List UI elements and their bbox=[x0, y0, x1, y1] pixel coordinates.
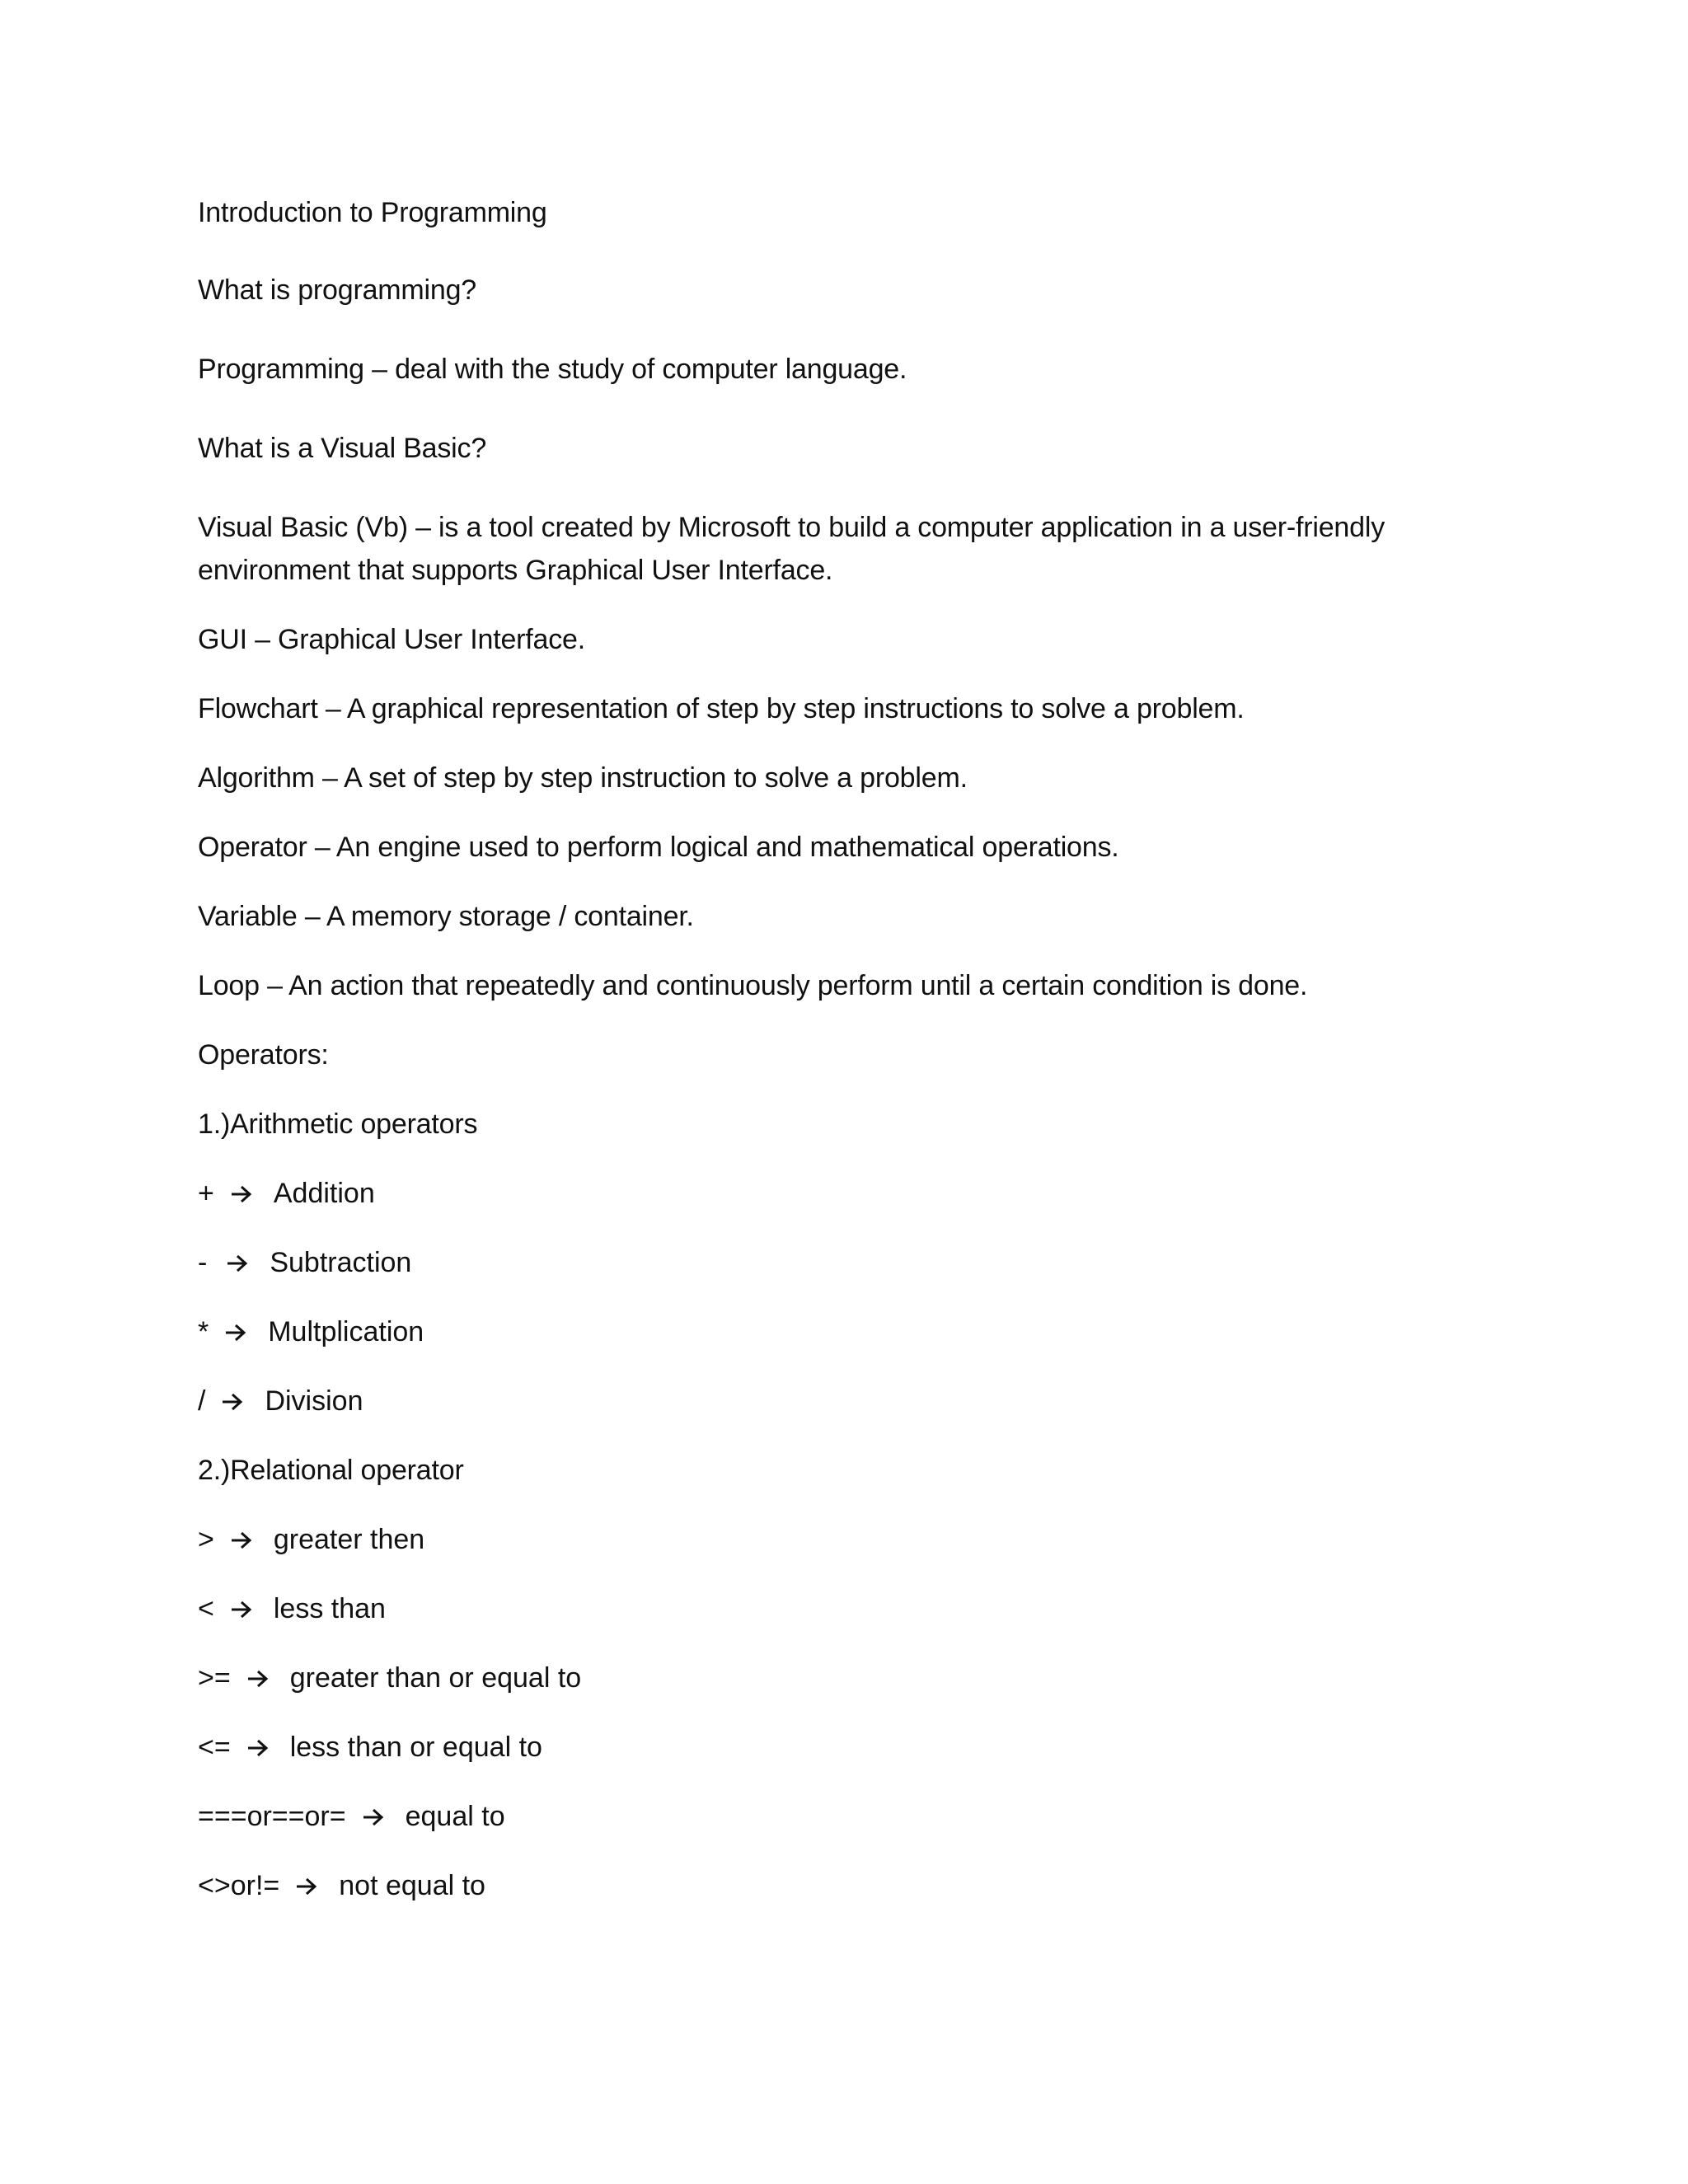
definition-algorithm: Algorithm – A set of step by step instruction to solve a problem. bbox=[198, 762, 968, 794]
operator-meaning: greater than or equal to bbox=[289, 1662, 582, 1694]
arithmetic-operators-heading: 1.)Arithmetic operators bbox=[198, 1108, 478, 1140]
operator-meaning: equal to bbox=[405, 1801, 505, 1832]
relational-operator-row bbox=[198, 1518, 424, 1561]
relational-operator-row bbox=[198, 1864, 485, 1907]
operator-symbol: / bbox=[198, 1385, 206, 1417]
operator-symbol: <= bbox=[198, 1732, 231, 1763]
operator-symbol: > bbox=[198, 1524, 214, 1555]
operator-meaning: Subtraction bbox=[270, 1247, 412, 1278]
right-arrow-icon bbox=[229, 1600, 254, 1619]
definition-gui: GUI – Graphical User Interface. bbox=[198, 624, 585, 655]
right-arrow-icon bbox=[246, 1738, 270, 1758]
definition-variable: Variable – A memory storage / container. bbox=[198, 901, 694, 932]
operator-meaning: not equal to bbox=[339, 1870, 485, 1901]
operator-meaning: less than bbox=[273, 1593, 386, 1624]
right-arrow-icon bbox=[294, 1877, 319, 1896]
definition-programming: Programming – deal with the study of computer language. bbox=[198, 354, 907, 385]
arithmetic-operator-row bbox=[198, 1310, 424, 1353]
operator-symbol: + bbox=[198, 1178, 214, 1209]
right-arrow-icon bbox=[246, 1669, 270, 1689]
definition-flowchart: Flowchart – A graphical representation of step by step instructions to solve a problem. bbox=[198, 693, 1245, 724]
definition-visual-basic: Visual Basic (Vb) – is a tool created by Microsoft to build a computer application in a user-friendly environment that supports Graphical User Interface. bbox=[198, 512, 1385, 586]
definition-loop: Loop – An action that repeatedly and continuously perform until a certain condition is done. bbox=[198, 970, 1308, 1001]
operator-symbol: < bbox=[198, 1593, 214, 1624]
operator-symbol: - bbox=[198, 1247, 208, 1278]
arithmetic-operator-row bbox=[198, 1241, 411, 1284]
operator-symbol: <>or!= bbox=[198, 1870, 280, 1901]
operator-symbol: ===or==or= bbox=[198, 1801, 346, 1832]
relational-operator-row bbox=[198, 1587, 386, 1630]
relational-operator-row bbox=[198, 1795, 505, 1838]
operator-symbol: >= bbox=[198, 1662, 231, 1694]
definition-operator: Operator – An engine used to perform logical and mathematical operations. bbox=[198, 832, 1119, 863]
operator-meaning: Addition bbox=[273, 1178, 375, 1209]
question-programming: What is programming? bbox=[198, 274, 477, 306]
relational-operator-row bbox=[198, 1726, 542, 1769]
arithmetic-operator-row bbox=[198, 1172, 375, 1215]
right-arrow-icon bbox=[223, 1323, 248, 1343]
right-arrow-icon bbox=[361, 1807, 386, 1827]
arithmetic-operator-row bbox=[198, 1380, 363, 1422]
question-visual-basic: What is a Visual Basic? bbox=[198, 433, 487, 464]
right-arrow-icon bbox=[229, 1184, 254, 1204]
operator-meaning: less than or equal to bbox=[289, 1732, 542, 1763]
right-arrow-icon bbox=[220, 1392, 245, 1412]
relational-operator-row bbox=[198, 1657, 581, 1699]
right-arrow-icon bbox=[229, 1530, 254, 1550]
operators-heading: Operators: bbox=[198, 1039, 329, 1071]
operator-meaning: greater then bbox=[273, 1524, 425, 1555]
document-title: Introduction to Programming bbox=[198, 197, 547, 228]
right-arrow-icon bbox=[225, 1254, 250, 1273]
relational-operator-heading: 2.)Relational operator bbox=[198, 1455, 464, 1486]
operator-meaning: Division bbox=[265, 1385, 363, 1417]
operator-symbol: * bbox=[198, 1316, 209, 1347]
operator-meaning: Multplication bbox=[268, 1316, 424, 1347]
